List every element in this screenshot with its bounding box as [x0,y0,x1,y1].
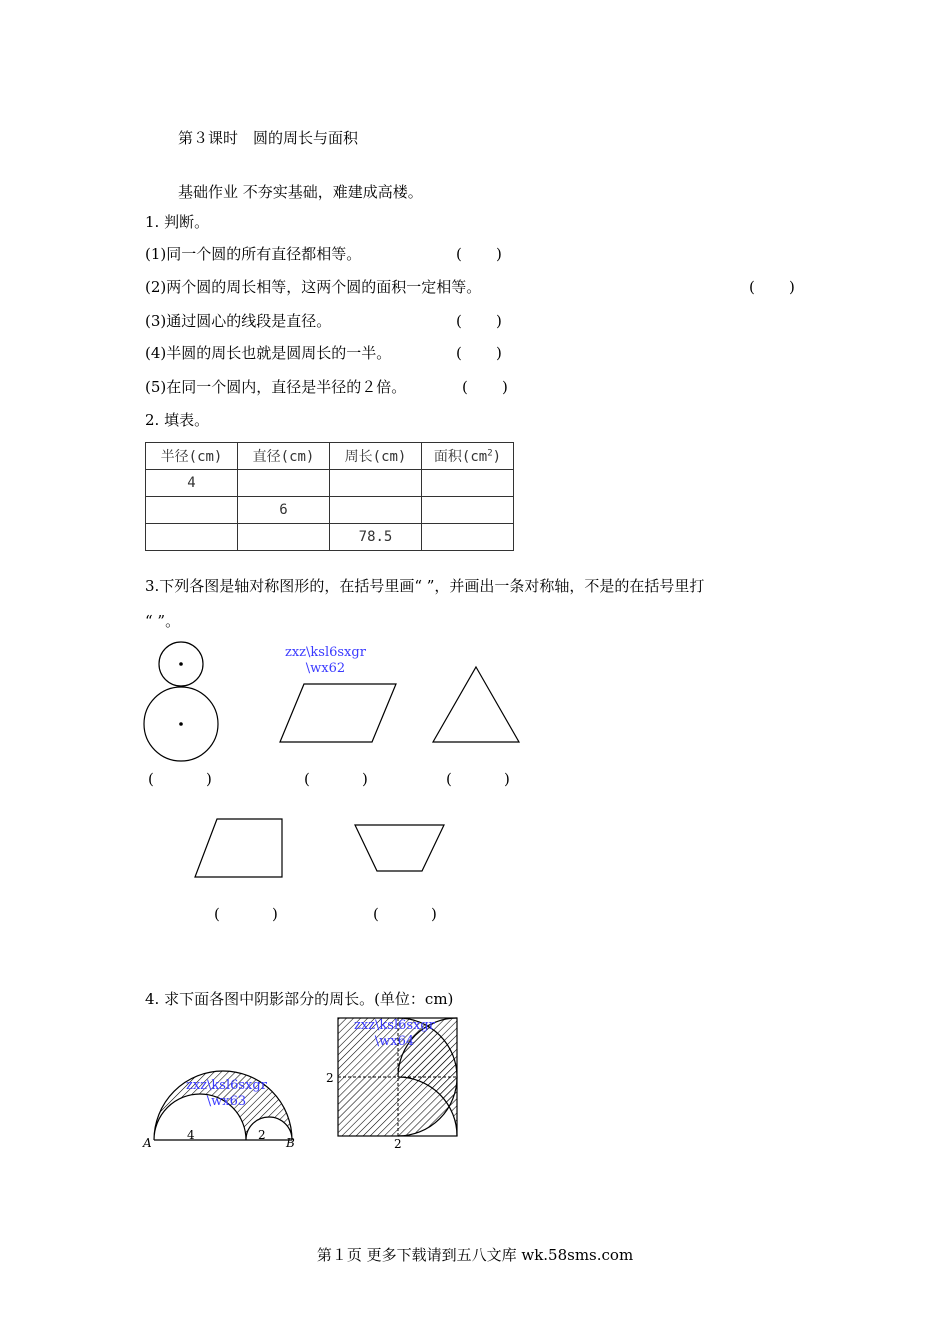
triangle-figure [430,664,522,746]
label-side-left: 2 [326,1071,334,1085]
cell-input[interactable] [146,497,238,524]
q3-line-1: 3.下列各图是轴对称图形的，在括号里画“ ”，并画出一条对称轴，不是的在括号里打 [145,577,705,595]
label-small-diameter: 2 [258,1128,266,1142]
isosceles-trapezoid-figure [353,822,447,874]
label-a: A [143,1136,152,1150]
cell-input[interactable] [422,497,514,524]
section-header: 基础作业 不夯实基础，难建成高楼。 [178,183,423,201]
cell-input[interactable] [422,524,514,551]
q2-title: 2. 填表。 [145,411,210,429]
cell-input[interactable] [422,470,514,497]
q1-item-2: (2)两个圆的周长相等，这两个圆的面积一定相等。 [145,278,482,296]
right-trapezoid-figure [192,816,286,880]
label-side-bottom: 2 [394,1137,402,1151]
watermark-q3: zxz\ksl6sxgr \wx62 [285,645,366,676]
q4-title: 4. 求下面各图中阴影部分的周长。(单位：cm) [145,990,454,1008]
q1-item-3: (3)通过圆心的线段是直径。 [145,312,332,330]
q3-line-2: “ ”。 [145,612,181,630]
header-radius: 半径(cm) [146,443,238,470]
cell-input[interactable] [330,497,422,524]
header-diameter: 直径(cm) [238,443,330,470]
q1-item-5: (5)在同一个圆内，直径是半径的２倍。 [145,378,407,396]
cell: 4 [146,470,238,497]
lesson-title: 第３课时 圆的周长与面积 [178,129,359,147]
cell-input[interactable] [146,524,238,551]
q1-item-1: (1)同一个圆的所有直径都相等。 [145,245,362,263]
label-b: B [286,1136,295,1150]
header-area: 面积$(cm^2)$ [422,443,514,470]
cell-input[interactable] [330,470,422,497]
watermark-q4-fig1: zxz\ksl6sxgr \wx63 [186,1078,267,1109]
cell-input[interactable] [238,470,330,497]
watermark-q4-fig2: zxz\ksl6sxgr \wx64 [354,1018,435,1049]
q1-title: 1. 判断。 [145,213,210,231]
label-big-diameter: 4 [187,1128,195,1142]
cell: 6 [238,497,330,524]
cell-input[interactable] [238,524,330,551]
fill-table [145,442,514,551]
header-circumference: 周长(cm) [330,443,422,470]
table-row [146,497,514,524]
cell: 78.5 [330,524,422,551]
table-header-row [146,443,514,470]
table-row [146,470,514,497]
page-footer: 第１页 更多下载请到五八文库 wk.58sms.com [316,1246,634,1264]
table-row [146,524,514,551]
snowman-figure [140,640,222,766]
q1-item-4: (4)半圆的周长也就是圆周长的一半。 [145,344,392,362]
parallelogram-figure [278,680,400,746]
